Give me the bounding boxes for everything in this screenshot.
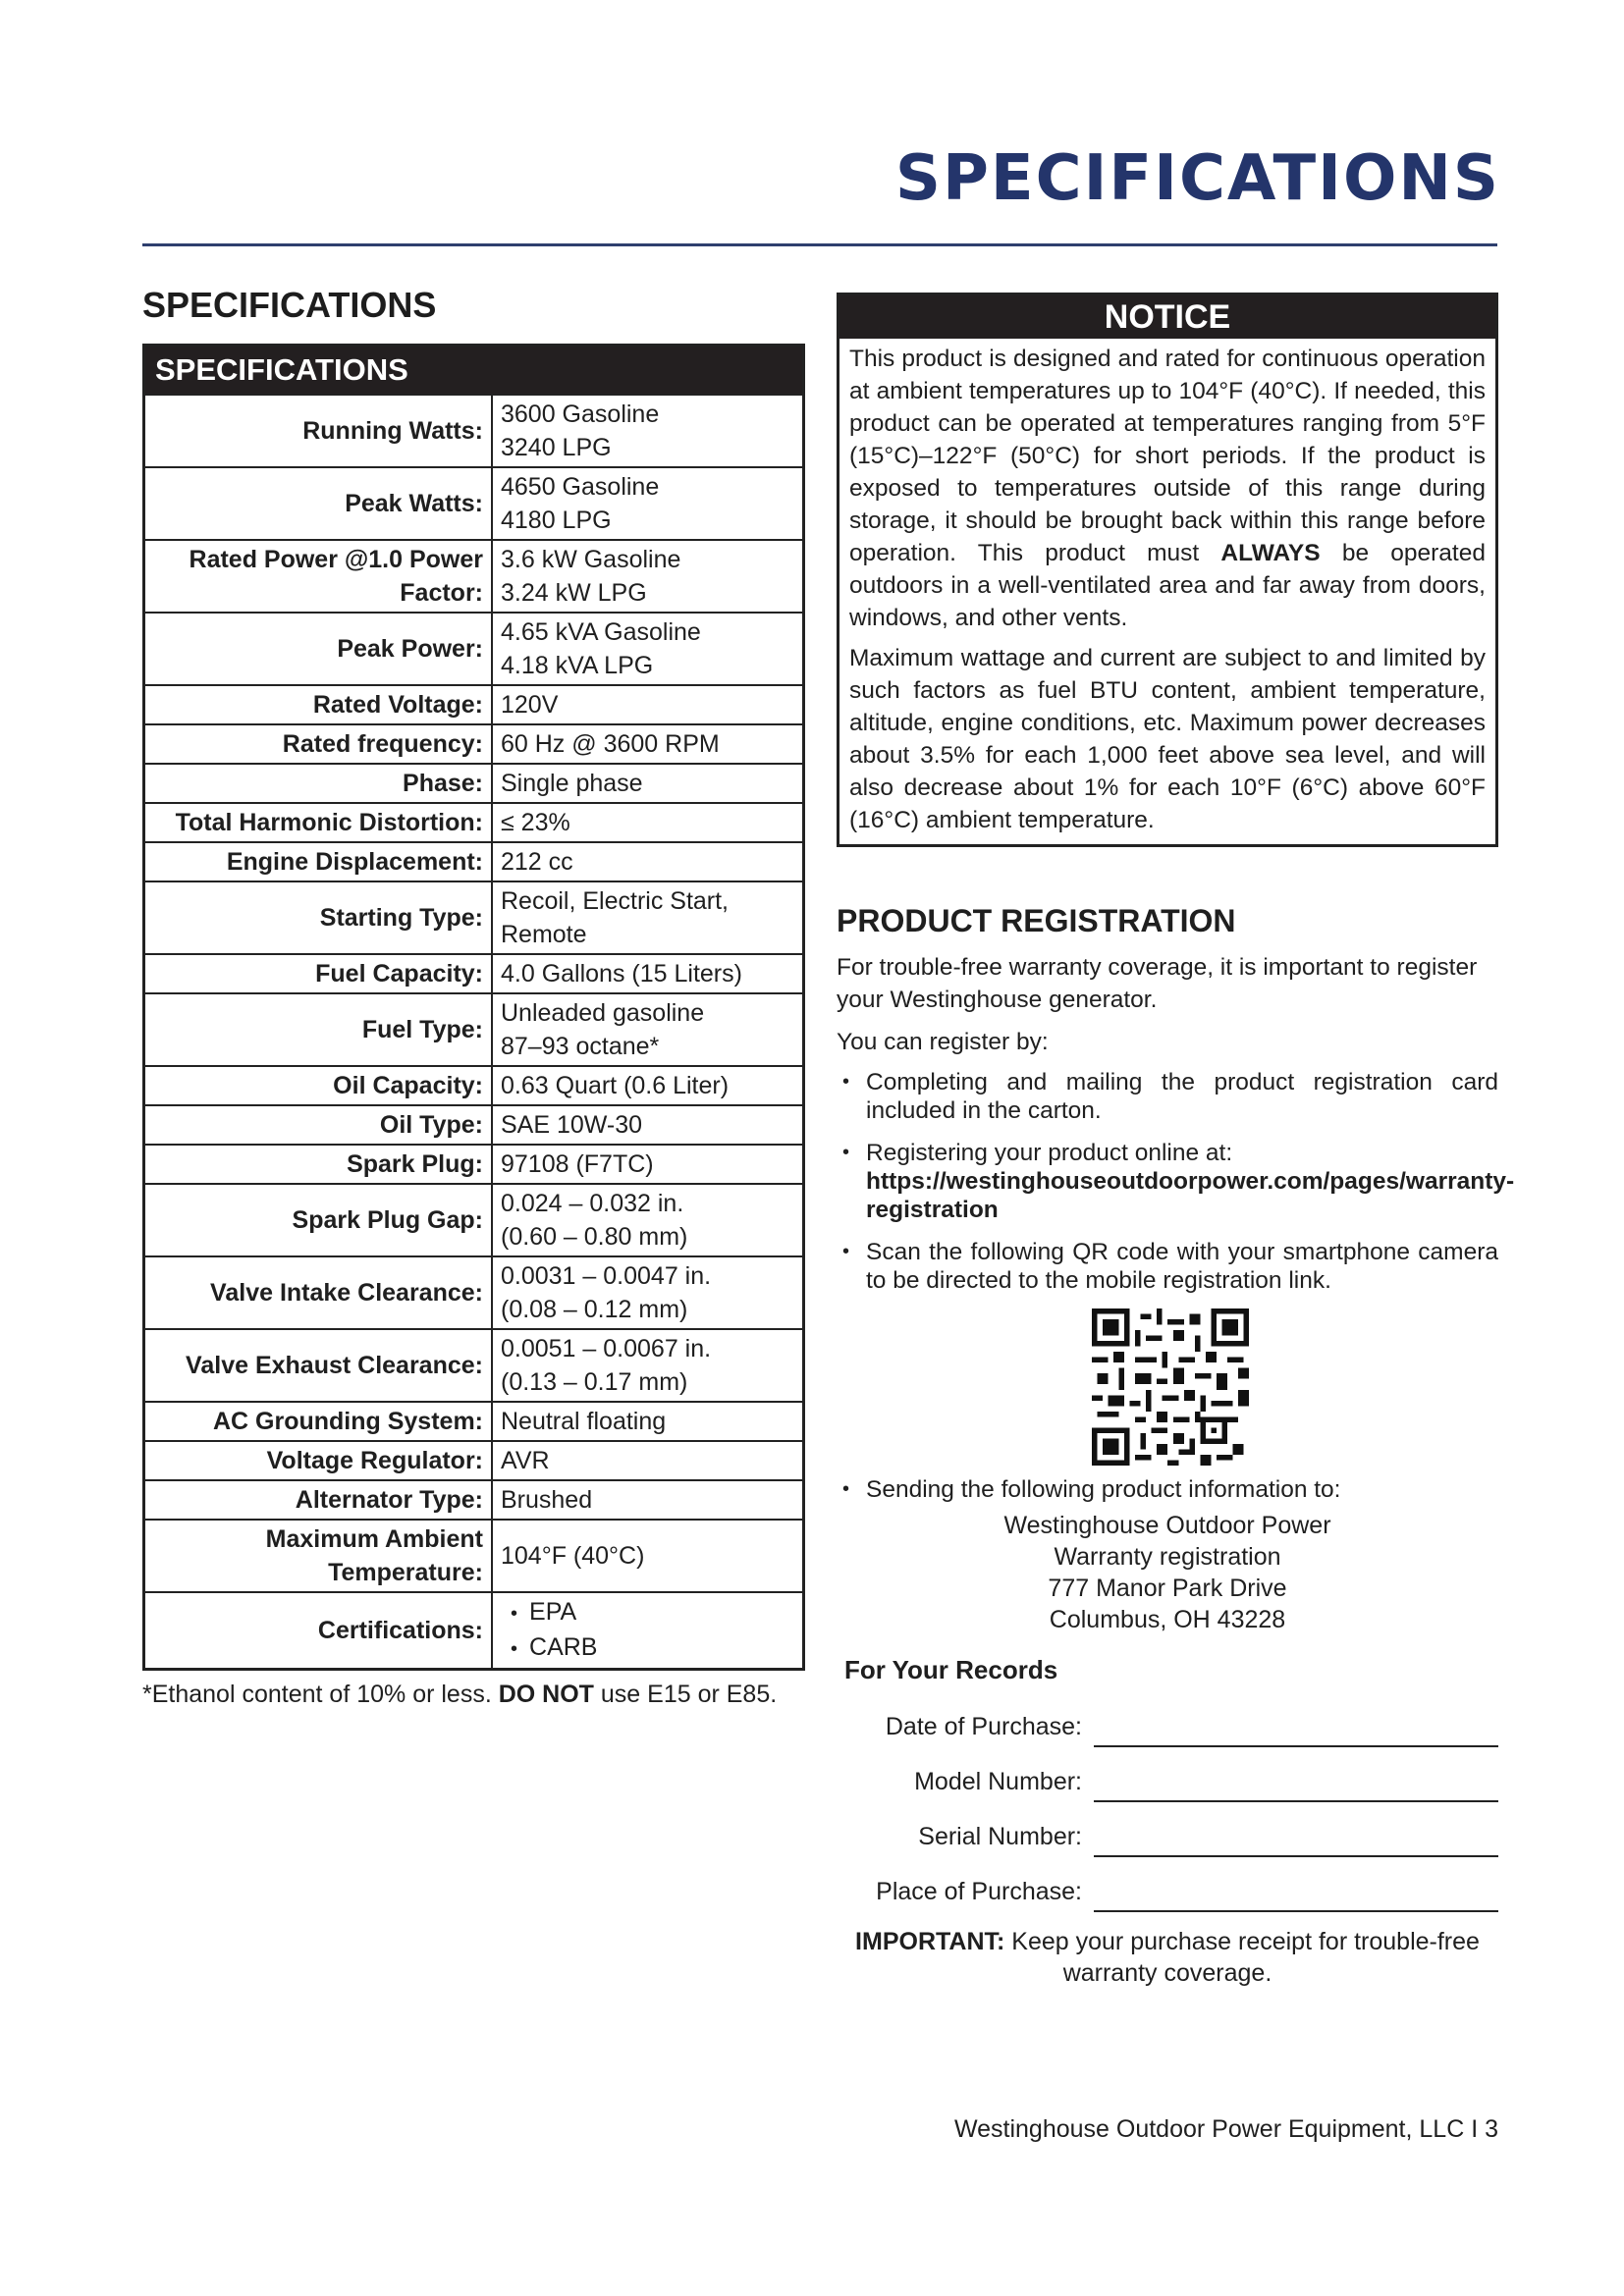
spec-label: Spark Plug: — [144, 1145, 493, 1184]
table-row — [144, 1520, 804, 1592]
specifications-section — [142, 285, 805, 1709]
spec-value-line: 0.0031 – 0.0047 in. — [501, 1262, 712, 1290]
spec-label: Starting Type: — [144, 881, 493, 954]
list-item — [837, 1139, 1515, 1224]
important-text: Keep your purchase receipt for trouble-free warranty coverage. — [1004, 1928, 1480, 1987]
spec-value — [492, 1441, 804, 1480]
right-column — [837, 293, 1515, 1989]
spec-value — [492, 1520, 804, 1592]
page-title: SPECIFICATIONS — [894, 142, 1500, 215]
list-item — [511, 1630, 794, 1666]
spec-label: Maximum Ambient Temperature: — [144, 1520, 493, 1592]
specifications-heading: SPECIFICATIONS — [142, 285, 437, 325]
spec-value — [492, 1592, 804, 1670]
spec-label: Fuel Capacity: — [144, 954, 493, 993]
spec-value — [492, 1145, 804, 1184]
spec-label: Oil Type: — [144, 1105, 493, 1145]
address-line: Warranty registration — [1054, 1543, 1281, 1571]
spec-value — [492, 954, 804, 993]
record-label: Place of Purchase: — [876, 1878, 1082, 1905]
spec-value — [492, 881, 804, 954]
registration-options — [837, 1068, 1515, 1295]
title-divider — [142, 243, 1497, 246]
spec-value-line: (0.08 – 0.12 mm) — [501, 1296, 688, 1323]
model-number-field[interactable] — [1094, 1761, 1498, 1802]
place-of-purchase-field[interactable] — [1094, 1871, 1498, 1912]
spec-value-line: 120V — [501, 691, 559, 719]
spec-label: Peak Watts: — [144, 467, 493, 540]
spec-label: Valve Intake Clearance: — [144, 1256, 493, 1329]
ethanol-footnote — [142, 1681, 805, 1709]
certifications-list — [501, 1595, 794, 1666]
notice-paragraph-1 — [849, 343, 1486, 634]
spec-value — [492, 467, 804, 540]
record-field-serial — [837, 1802, 1498, 1857]
option-send-text: Sending the following product information to: — [866, 1476, 1341, 1503]
table-row — [144, 803, 804, 842]
record-field-model — [837, 1747, 1498, 1802]
spec-value-line: 0.024 – 0.032 in. — [501, 1190, 684, 1217]
spec-label: Total Harmonic Distortion: — [144, 803, 493, 842]
table-row — [144, 1105, 804, 1145]
spec-label: AC Grounding System: — [144, 1402, 493, 1441]
record-field-date — [837, 1692, 1498, 1747]
spec-value-line: 104°F (40°C) — [501, 1542, 645, 1570]
spec-value — [492, 395, 804, 467]
spec-label: Rated Power @1.0 Power Factor: — [144, 540, 493, 613]
spec-label: Alternator Type: — [144, 1480, 493, 1520]
spec-value-line: 212 cc — [501, 848, 573, 876]
register-by-text: You can register by: — [837, 1029, 1049, 1055]
notice-box — [837, 293, 1498, 847]
record-label: Serial Number: — [918, 1823, 1082, 1850]
spec-value — [492, 1066, 804, 1105]
notice-text: This product is designed and rated for continuous operation at ambient temperatures up to 104°F (40°C). If needed, this product can be operated at temperatures ranging from 5°F (15°C)–122°F (50°C) for short periods. If the product is exposed to temperatures outside of this range during storage, it should be brought back within this range before operation. This product must — [849, 346, 1486, 566]
address-line: Columbus, OH 43228 — [1049, 1606, 1286, 1633]
table-row — [144, 613, 804, 685]
table-row — [144, 540, 804, 613]
table-row — [144, 724, 804, 764]
table-row — [144, 993, 804, 1066]
spec-value-line: 60 Hz @ 3600 RPM — [501, 730, 720, 758]
option-qr-text: Scan the following QR code with your smartphone camera to be directed to the mobile registration link. — [866, 1239, 1498, 1294]
notice-body — [839, 339, 1495, 844]
option-mail-text: Completing and mailing the product registration card included in the carton. — [866, 1069, 1498, 1124]
spec-value-line: 4.18 kVA LPG — [501, 652, 654, 679]
table-row — [144, 1184, 804, 1256]
spec-label: Running Watts: — [144, 395, 493, 467]
table-row — [144, 1441, 804, 1480]
record-label: Model Number: — [914, 1768, 1082, 1795]
spec-value — [492, 1402, 804, 1441]
table-row — [144, 685, 804, 724]
table-row — [144, 467, 804, 540]
date-of-purchase-field[interactable] — [1094, 1706, 1498, 1747]
certification-name: EPA — [529, 1598, 577, 1626]
specifications-table-title: SPECIFICATIONS — [144, 346, 804, 396]
spec-label: Rated Voltage: — [144, 685, 493, 724]
spec-value — [492, 724, 804, 764]
spec-value-line: 3.6 kW Gasoline — [501, 546, 681, 573]
spec-value-line: Brushed — [501, 1486, 593, 1514]
spec-label: Fuel Type: — [144, 993, 493, 1066]
spec-label: Certifications: — [144, 1592, 493, 1670]
spec-value-line: 4650 Gasoline — [501, 473, 660, 501]
spec-value-line: 4180 LPG — [501, 507, 612, 534]
table-row — [144, 1066, 804, 1105]
spec-value — [492, 993, 804, 1066]
spec-label: Phase: — [144, 764, 493, 803]
spec-value — [492, 1256, 804, 1329]
spec-value — [492, 764, 804, 803]
list-item — [511, 1595, 794, 1630]
spec-value-line: 3.24 kW LPG — [501, 579, 647, 607]
spec-value-line: Single phase — [501, 770, 643, 797]
table-row — [144, 1256, 804, 1329]
spec-value-line: Neutral floating — [501, 1408, 667, 1435]
table-row — [144, 954, 804, 993]
spec-label: Peak Power: — [144, 613, 493, 685]
spec-label: Voltage Regulator: — [144, 1441, 493, 1480]
address-line: Westinghouse Outdoor Power — [1003, 1512, 1331, 1539]
table-row — [144, 1480, 804, 1520]
notice-text-end: be operated outdoors in a well-ventilated area and far away from doors, windows, and other vents. — [849, 540, 1486, 631]
spec-value-line: 4.65 kVA Gasoline — [501, 618, 701, 646]
table-row — [144, 1402, 804, 1441]
table-row — [144, 395, 804, 467]
spec-value — [492, 1480, 804, 1520]
spec-value — [492, 540, 804, 613]
spec-label: Oil Capacity: — [144, 1066, 493, 1105]
record-label: Date of Purchase: — [885, 1713, 1082, 1740]
spec-label: Rated frequency: — [144, 724, 493, 764]
serial-number-field[interactable] — [1094, 1816, 1498, 1857]
spec-value-line: ≤ 23% — [501, 809, 570, 836]
notice-paragraph-2: Maximum wattage and current are subject to and limited by such factors as fuel BTU content, ambient temperature, altitude, engine conditions, etc. Maximum power decreases about 3.5% for each 1,000 feet above sea level, and will also decrease about 1% for each 10°F (6°C) above 60°F (16°C) ambient temperature. — [849, 645, 1486, 833]
registration-options-mail — [837, 1475, 1498, 1504]
notice-title: NOTICE — [839, 295, 1495, 339]
spec-value — [492, 1184, 804, 1256]
spec-value-line: Recoil, Electric Start, — [501, 887, 730, 915]
spec-label: Valve Exhaust Clearance: — [144, 1329, 493, 1402]
registration-heading: PRODUCT REGISTRATION — [837, 903, 1236, 938]
table-row — [144, 1329, 804, 1402]
spec-value-line: 4.0 Gallons (15 Liters) — [501, 960, 742, 988]
records-heading: For Your Records — [844, 1655, 1058, 1684]
spec-value-line: Unleaded gasoline — [501, 999, 705, 1027]
list-item — [837, 1068, 1498, 1125]
spec-value — [492, 842, 804, 881]
spec-value-line: 3240 LPG — [501, 434, 612, 461]
table-row — [144, 881, 804, 954]
spec-value — [492, 1329, 804, 1402]
spec-label: Spark Plug Gap: — [144, 1184, 493, 1256]
footnote-text-end: use E15 or E85. — [593, 1681, 778, 1708]
address-line: 777 Manor Park Drive — [1048, 1575, 1287, 1602]
list-item — [837, 1238, 1498, 1295]
registration-link[interactable]: https://westinghouseoutdoorpower.com/pages/warranty-registration — [866, 1168, 1515, 1223]
spec-value-line: SAE 10W-30 — [501, 1111, 643, 1139]
certification-name: CARB — [529, 1633, 598, 1661]
notice-emphasis: ALWAYS — [1220, 540, 1321, 566]
table-row — [144, 764, 804, 803]
spec-value — [492, 803, 804, 842]
spec-value-line: 97108 (F7TC) — [501, 1150, 654, 1178]
page-footer: Westinghouse Outdoor Power Equipment, LLC I 3 — [953, 2115, 1498, 2143]
spec-value-line: 87–93 octane* — [501, 1033, 660, 1060]
mailing-address — [837, 1510, 1498, 1635]
important-note — [837, 1926, 1498, 1989]
spec-label: Engine Displacement: — [144, 842, 493, 881]
table-row — [144, 842, 804, 881]
list-item — [837, 1475, 1498, 1504]
qr-code-icon[interactable] — [1092, 1308, 1249, 1466]
spec-value — [492, 685, 804, 724]
spec-value-line: AVR — [501, 1447, 550, 1474]
table-row — [144, 1145, 804, 1184]
table-row — [144, 1592, 804, 1670]
option-online-text: Registering your product online at: — [866, 1140, 1233, 1166]
record-field-place — [837, 1857, 1498, 1912]
spec-value-line: (0.60 – 0.80 mm) — [501, 1223, 688, 1251]
spec-value-line: 0.0051 – 0.0067 in. — [501, 1335, 712, 1362]
registration-intro: For trouble-free warranty coverage, it is important to register your Westinghouse generator. — [837, 954, 1478, 1013]
specifications-table-body — [144, 395, 804, 1670]
specifications-table — [142, 344, 805, 1671]
spec-value-line: Remote — [501, 921, 587, 948]
spec-value — [492, 1105, 804, 1145]
footnote-text: *Ethanol content of 10% or less. — [142, 1681, 499, 1708]
spec-value-line: (0.13 – 0.17 mm) — [501, 1368, 688, 1396]
footnote-emphasis: DO NOT — [498, 1681, 594, 1708]
spec-value — [492, 613, 804, 685]
spec-value-line: 3600 Gasoline — [501, 400, 660, 428]
spec-value-line: 0.63 Quart (0.6 Liter) — [501, 1072, 730, 1099]
important-label: IMPORTANT: — [855, 1928, 1005, 1955]
